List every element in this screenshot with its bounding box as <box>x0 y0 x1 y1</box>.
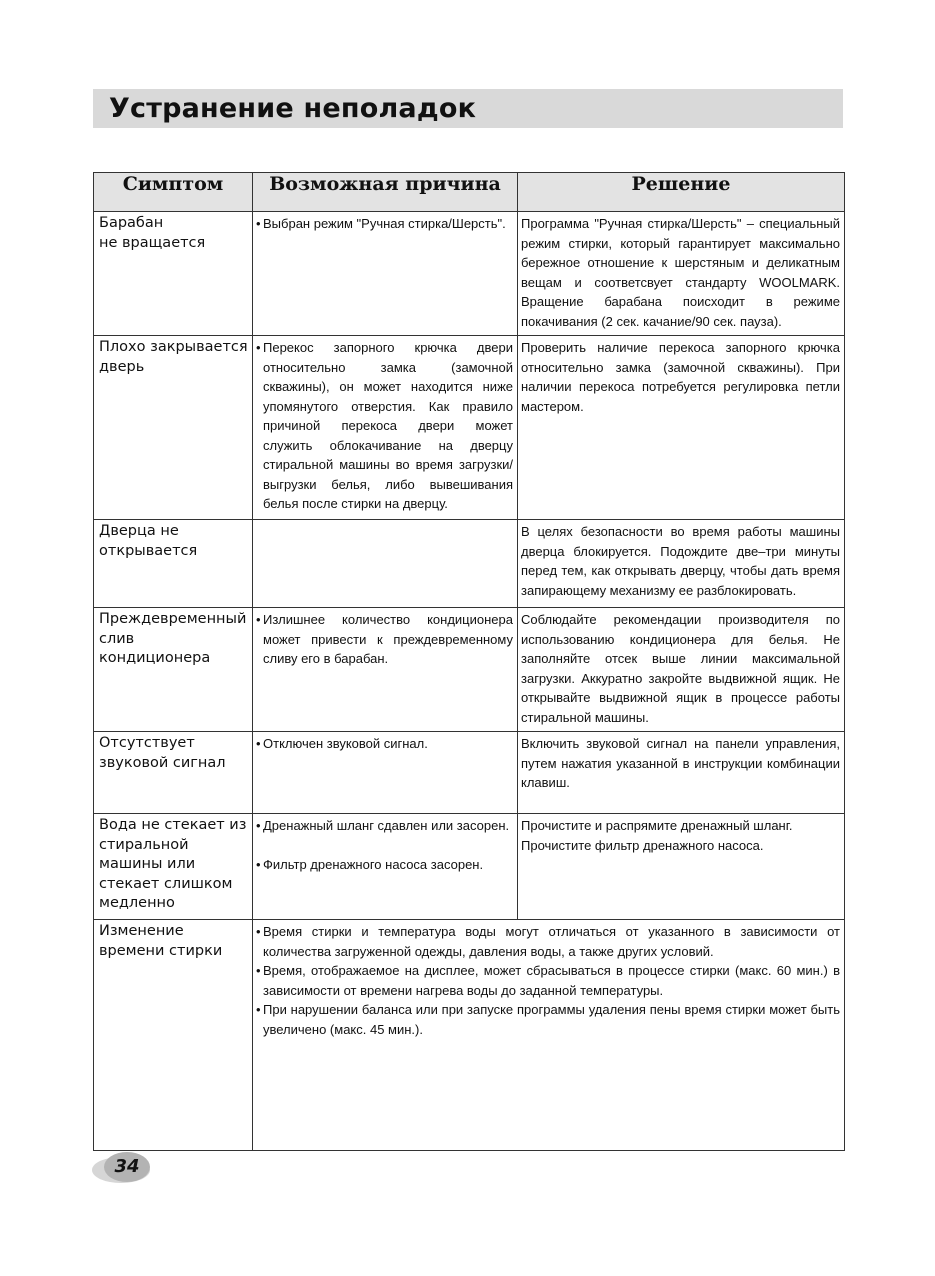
symptom-text: Отсутствует звуковой сигнал <box>99 735 226 771</box>
page-title: Устранение неполадок <box>109 93 477 124</box>
symptom-cell <box>94 212 253 336</box>
solution-cell <box>518 608 845 732</box>
cause-cell <box>253 520 518 608</box>
table-row <box>94 732 845 814</box>
cause-text: • Излишнее количество кондиционера может привести к преждевременному сливу его в барабан. <box>256 610 513 669</box>
solution-cell <box>518 814 845 920</box>
symptom-cell <box>94 520 253 608</box>
symptom-text: Вода не стекает из стиральной машины или стекает слишком медленно <box>99 817 247 911</box>
solution-cell <box>518 336 845 520</box>
cause-text: • Выбран режим "Ручная стирка/Шерсть". <box>256 214 513 234</box>
table-row <box>94 336 845 520</box>
cause-cell <box>253 732 518 814</box>
table-header-row <box>94 173 845 212</box>
symptom-cell <box>94 336 253 520</box>
solution-text: Включить звуковой сигнал на панели управления, путем нажатия указанной в инструкции комбинации клавиш. <box>521 736 840 790</box>
cause-text: • Перекос запорного крючка двери относительно замка (замочной скважины), он может находится ниже упомянутого отверстия. Как правило причиной перекоса двери может служить облокачивание на дверцу стиральной машины во время загрузки/выгрузки белья, либо вывешивания белья после стирки на дверцу. <box>256 338 513 514</box>
troubleshooting-table <box>93 172 845 1151</box>
title-bar <box>93 89 843 128</box>
cause-cell <box>253 608 518 732</box>
symptom-text: Дверца не открывается <box>99 523 198 559</box>
page-number: 34 <box>114 1156 140 1177</box>
cause-cell <box>253 212 518 336</box>
solution-text: Прочистите фильтр дренажного насоса. <box>521 837 764 853</box>
cause-text: • Отключен звуковой сигнал. <box>256 734 513 754</box>
symptom-text: Плохо закрывается дверь <box>99 339 248 375</box>
solution-text: В целях безопасности во время работы машины дверца блокируется. Подождите две–три минуты перед тем, как открывать дверцу, чтобы дать время запирающему механизму ее разблокировать. <box>521 524 840 598</box>
solution-cell <box>518 732 845 814</box>
page-number-badge <box>92 1151 154 1186</box>
solution-text: Программа "Ручная стирка/Шерсть" – специальный режим стирки, который гарантирует максимально бережное отношение к шерстяным и деликатным вещам и соответсвует стандарту WOOLMARK. Вращение барабана поисходит в режиме покачивания (2 сек. качание/90 сек. пауза). <box>521 216 840 329</box>
solution-cell <box>518 212 845 336</box>
symptom-text: Барабан не вращается <box>99 215 206 251</box>
cause-cell <box>253 814 518 920</box>
header-solution: Решение <box>518 173 845 212</box>
symptom-cell <box>94 920 253 1151</box>
table-row <box>94 814 845 920</box>
symptom-text: Изменение времени стирки <box>99 923 223 959</box>
table-row <box>94 212 845 336</box>
notes-cell <box>253 920 845 1151</box>
symptom-cell <box>94 608 253 732</box>
cause-cell <box>253 336 518 520</box>
symptom-text: Преждевременный слив кондиционера <box>99 611 247 666</box>
header-symptom: Симптом <box>94 173 253 212</box>
note-text: • Время, отображаемое на дисплее, может сбрасываться в процессе стирки (макс. 60 мин.) в зависимости от времени нагрева воды до заданной температуры. <box>256 961 840 1000</box>
solution-text: Проверить наличие перекоса запорного крючка относительно замка (замочной скважины). При наличии перекоса потребуется регулировка петли мастером. <box>521 340 840 414</box>
cause-text: • Фильтр дренажного насоса засорен. <box>256 855 513 875</box>
note-text: • Время стирки и температура воды могут отличаться от указанного в зависимости от количества загруженной одежды, давления воды, а также других условий. <box>256 922 840 961</box>
header-cause: Возможная причина <box>253 173 518 212</box>
solution-text: Соблюдайте рекомендации производителя по использованию кондиционера для белья. Не заполняйте отсек выше линии максимальной загрузки. Аккуратно закройте выдвижной ящик. Не открывайте выдвижной ящик в процессе работы стиральной машины. <box>521 612 840 725</box>
cause-text: • Дренажный шланг сдавлен или засорен. <box>256 816 513 836</box>
symptom-cell <box>94 814 253 920</box>
table-row <box>94 608 845 732</box>
solution-text: Прочистите и распрямите дренажный шланг. <box>521 818 793 833</box>
table-row <box>94 520 845 608</box>
table-row <box>94 920 845 1151</box>
note-text: • При нарушении баланса или при запуске программы удаления пены время стирки может быть увеличено (макс. 45 мин.). <box>256 1000 840 1039</box>
symptom-cell <box>94 732 253 814</box>
solution-cell <box>518 520 845 608</box>
